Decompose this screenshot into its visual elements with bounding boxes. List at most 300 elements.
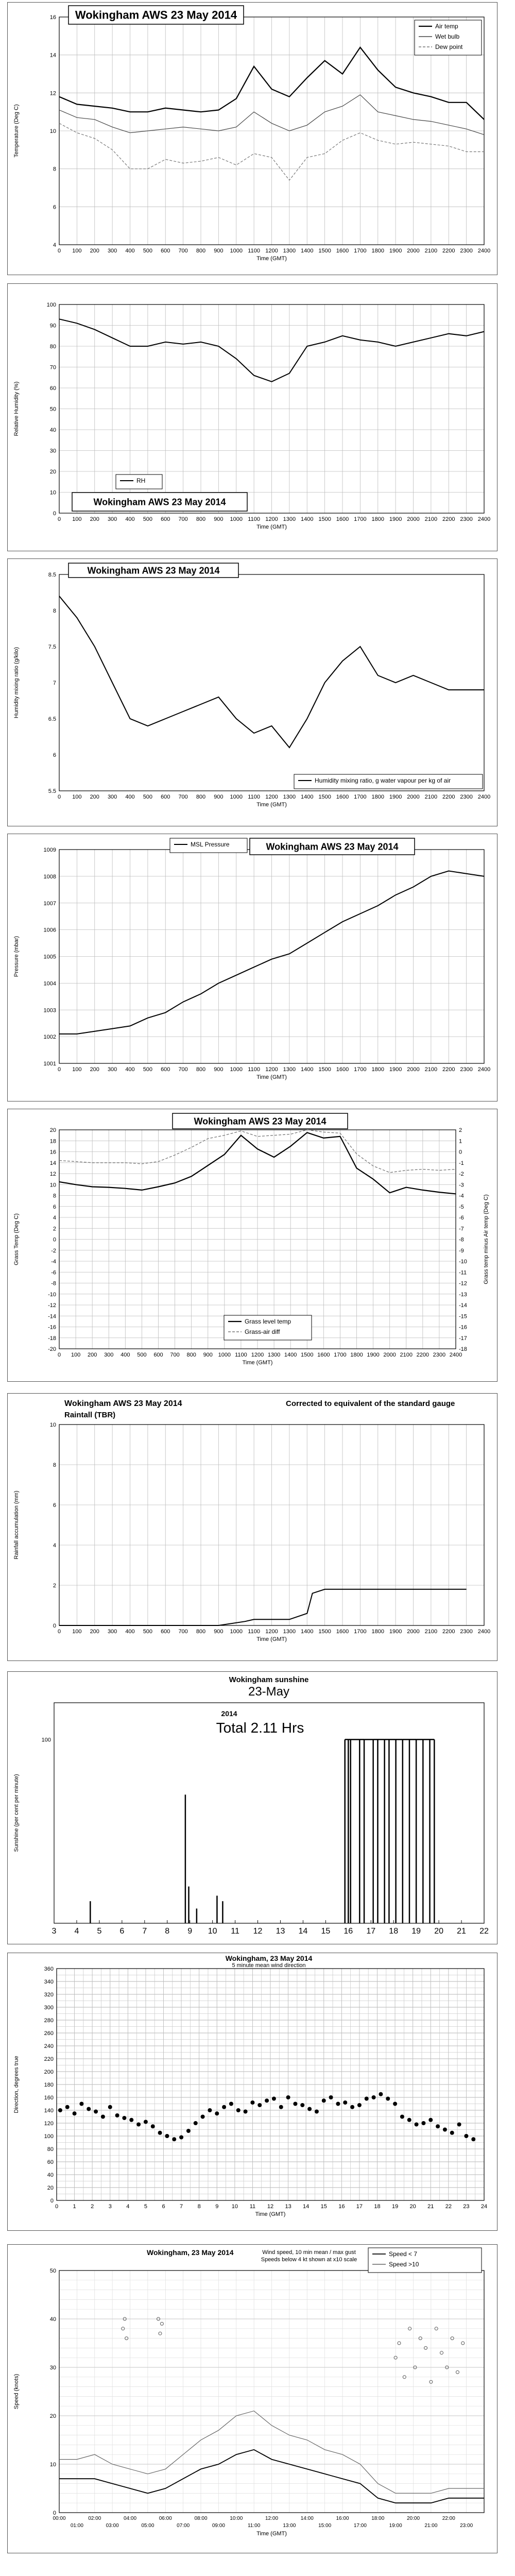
x-tick-label: 1900 — [389, 794, 402, 800]
wind-direction-point — [172, 2137, 176, 2141]
y-tick-label: 2 — [53, 1583, 56, 1589]
legend-label: Air temp — [435, 23, 458, 30]
x-tick-label: 1300 — [283, 1066, 296, 1073]
wind-direction-point — [101, 2115, 105, 2119]
x-tick-label: 1300 — [283, 248, 296, 254]
y-tick-label: 60 — [47, 2159, 54, 2165]
x-tick-label: 06:00 — [159, 2516, 172, 2521]
y2-tick-label: -6 — [459, 1215, 464, 1221]
y-tick-label: 1008 — [43, 873, 56, 880]
x-tick-label: 1100 — [248, 1066, 260, 1073]
x-tick-label: 19:00 — [389, 2523, 402, 2529]
y-tick-label: 10 — [49, 128, 56, 134]
x-tick-label: 1200 — [265, 1629, 278, 1635]
x-tick-label: 24 — [480, 2204, 488, 2210]
x-tick-label: 2000 — [407, 248, 420, 254]
x-tick-label: 0 — [57, 1629, 61, 1635]
y-tick-label: -10 — [48, 1291, 56, 1298]
x-tick-label: 15:00 — [318, 2523, 332, 2529]
temperature-chart-panel — [7, 2, 497, 275]
x-tick-label: 05:00 — [141, 2523, 154, 2529]
y-tick-label: 30 — [49, 448, 56, 454]
x-tick-label: 0 — [57, 794, 61, 800]
y-tick-label: 6 — [53, 204, 56, 211]
x-tick-label: 1100 — [248, 794, 260, 800]
x-tick-label: 900 — [214, 248, 224, 254]
y-tick-label: 1002 — [43, 1034, 56, 1041]
chart-title: Wokingham, 23 May 2014 — [147, 2248, 234, 2257]
x10-scale-point — [456, 2370, 459, 2374]
x-tick-label: 12 — [267, 2204, 274, 2210]
y-tick-label: 14 — [49, 52, 56, 59]
x-tick-label: 600 — [161, 1629, 170, 1635]
mixing-ratio-chart — [8, 559, 497, 826]
wind-speed-chart-panel — [7, 2244, 497, 2553]
y2-tick-label: -7 — [459, 1226, 464, 1232]
x-tick-label: 1 — [73, 2204, 76, 2210]
wind-direction-point — [258, 2103, 262, 2107]
y-tick-label: -18 — [48, 1335, 56, 1342]
y-tick-label: 300 — [44, 2005, 54, 2011]
x-tick-label: 1500 — [318, 1629, 331, 1635]
x-tick-label: 900 — [214, 1629, 224, 1635]
y2-tick-label: -8 — [459, 1236, 464, 1243]
x-tick-label: 1500 — [301, 1352, 314, 1358]
y-tick-label: -4 — [51, 1259, 56, 1265]
wind-direction-point — [87, 2107, 91, 2111]
x-tick-label: 10 — [231, 2204, 238, 2210]
x-tick-label: 2300 — [460, 1629, 473, 1635]
wind-direction-point — [79, 2102, 83, 2106]
pressure-chart — [8, 834, 497, 1101]
x-tick-label: 2200 — [416, 1352, 430, 1358]
x-tick-label: 700 — [178, 1066, 188, 1073]
wind-speed-chart — [8, 2245, 497, 2553]
legend-label: Dew point — [435, 43, 463, 50]
x-tick-label: 1000 — [218, 1352, 231, 1358]
x-tick-label: 300 — [104, 1352, 114, 1358]
x-tick-label: 0 — [57, 248, 61, 254]
y-tick-label: 260 — [44, 2030, 54, 2037]
y-tick-label: 280 — [44, 2018, 54, 2024]
x-tick-label: 2300 — [460, 248, 473, 254]
x-tick-label: 800 — [196, 516, 206, 522]
x-tick-label: 2000 — [407, 1066, 420, 1073]
x-tick-label: 1000 — [230, 516, 243, 522]
chart-title: Wokingham AWS 23 May 2014 — [75, 8, 237, 22]
x-tick-label: 200 — [90, 1066, 99, 1073]
pressure-chart-panel — [7, 834, 497, 1101]
y-axis-label: Temperature (Deg C) — [13, 104, 20, 158]
legend-label: Speed < 7 — [389, 2250, 418, 2258]
wind-direction-point — [108, 2105, 112, 2109]
rainfall-chart-panel — [7, 1393, 497, 1661]
wind-direction-point — [450, 2131, 454, 2135]
y-tick-label: 0 — [53, 2510, 56, 2516]
wind-direction-point — [58, 2108, 62, 2112]
legend-label: Grass-air diff — [245, 1328, 280, 1335]
x-tick-label: 2100 — [424, 248, 438, 254]
x-tick-label: 14 — [303, 2204, 310, 2210]
x-tick-label: 100 — [72, 794, 82, 800]
y-tick-label: 60 — [49, 385, 56, 392]
x-tick-label: 12:00 — [265, 2516, 279, 2521]
x-tick-label: 20:00 — [406, 2516, 420, 2521]
x-tick-label: 11 — [249, 2204, 256, 2210]
x-tick-label: 1800 — [371, 1629, 384, 1635]
x-tick-label: 1700 — [354, 516, 367, 522]
y-tick-label: 320 — [44, 1992, 54, 1998]
x-tick-label: 22 — [445, 2204, 452, 2210]
x-tick-label: 1400 — [301, 794, 314, 800]
x-tick-label: 1300 — [283, 516, 296, 522]
x-tick-label: 400 — [125, 794, 135, 800]
grass-temp-chart — [8, 1109, 497, 1381]
x-tick-label: 400 — [125, 248, 135, 254]
x-tick-label: 700 — [178, 516, 188, 522]
y-tick-label: 40 — [49, 2316, 56, 2323]
y2-tick-label: -15 — [459, 1313, 467, 1320]
y2-tick-label: -9 — [459, 1247, 464, 1254]
x-axis-label: Time (GMT) — [256, 256, 287, 262]
x-tick-label: 21 — [427, 2204, 434, 2210]
x-tick-label: 700 — [170, 1352, 180, 1358]
x-tick-label: 1400 — [301, 1629, 314, 1635]
x-tick-label: 300 — [107, 248, 117, 254]
x-tick-label: 14 — [298, 1927, 308, 1936]
x-tick-label: 1300 — [267, 1352, 281, 1358]
x-tick-label: 08:00 — [194, 2516, 208, 2521]
wind-direction-point — [357, 2103, 362, 2107]
x-tick-label: 9 — [215, 2204, 219, 2210]
x-tick-label: 1400 — [301, 248, 314, 254]
legend-box — [368, 2248, 482, 2273]
series-mixing-ratio — [59, 596, 484, 748]
x-tick-label: 900 — [203, 1352, 213, 1358]
x-tick-label: 800 — [186, 1352, 196, 1358]
x-tick-label: 21 — [457, 1927, 466, 1936]
x-tick-label: 1700 — [354, 248, 367, 254]
y-axis-label: Speed (knots) — [13, 2374, 20, 2410]
chart-title: Wokingham AWS 23 May 2014 — [194, 1116, 327, 1127]
x-tick-label: 100 — [72, 1629, 82, 1635]
x-tick-label: 1900 — [389, 1629, 402, 1635]
x-tick-label: 900 — [214, 794, 224, 800]
y-tick-label: 8 — [53, 1193, 56, 1199]
x-tick-label: 200 — [90, 1629, 99, 1635]
x-tick-label: 17 — [366, 1927, 376, 1936]
x-tick-label: 15 — [321, 1927, 331, 1936]
y-tick-label: 8 — [53, 1462, 56, 1468]
y-tick-label: 220 — [44, 2056, 54, 2062]
humidity-chart — [8, 284, 497, 551]
wind-direction-point — [65, 2105, 70, 2109]
y-tick-label: 180 — [44, 2082, 54, 2088]
sunshine-year: 2014 — [221, 1709, 237, 1718]
x-tick-label: 1100 — [248, 248, 260, 254]
y-tick-label: 20 — [49, 1127, 56, 1133]
x-tick-label: 03:00 — [106, 2523, 119, 2529]
x-tick-label: 02:00 — [88, 2516, 101, 2521]
x-tick-label: 7 — [142, 1927, 147, 1936]
y-tick-label: 6.5 — [48, 716, 56, 722]
wind-direction-point — [407, 2118, 411, 2122]
x-tick-label: 2100 — [424, 794, 438, 800]
x-tick-label: 100 — [72, 248, 82, 254]
x-tick-label: 13 — [276, 1927, 285, 1936]
wind-direction-point — [215, 2111, 219, 2115]
y-axis-label: Rainfall accumulation (mm) — [13, 1490, 20, 1560]
y2-tick-label: -10 — [459, 1259, 467, 1265]
y-tick-label: 12 — [49, 90, 56, 97]
y-tick-label: 14 — [49, 1160, 56, 1166]
x-tick-label: 1700 — [354, 794, 367, 800]
x-tick-label: 2200 — [442, 516, 455, 522]
x-tick-label: 700 — [178, 1629, 188, 1635]
x-tick-label: 500 — [143, 516, 153, 522]
y-tick-label: -12 — [48, 1302, 56, 1309]
x-tick-label: 07:00 — [177, 2523, 190, 2529]
x-tick-label: 300 — [107, 1066, 117, 1073]
x-tick-label: 2000 — [407, 1629, 420, 1635]
x-tick-label: 0 — [57, 516, 61, 522]
y2-tick-label: -4 — [459, 1193, 464, 1199]
x-tick-label: 00:00 — [53, 2516, 66, 2521]
y-tick-label: 10 — [49, 1422, 56, 1428]
x-tick-label: 400 — [125, 1066, 135, 1073]
y-tick-label: 1005 — [43, 954, 56, 960]
legend-label: Grass level temp — [245, 1318, 291, 1325]
wind-direction-point — [94, 2110, 98, 2114]
x-tick-label: 1500 — [318, 794, 331, 800]
y-tick-label: 40 — [47, 2172, 54, 2178]
x-tick-label: 1000 — [230, 1066, 243, 1073]
x-tick-label: 13 — [285, 2204, 291, 2210]
x-tick-label: 19 — [391, 2204, 399, 2210]
wind-direction-point — [122, 2116, 126, 2120]
y-tick-label: 1009 — [43, 847, 56, 853]
x-tick-label: 300 — [107, 516, 117, 522]
x-tick-label: 900 — [214, 1066, 224, 1073]
wind-direction-point — [151, 2124, 155, 2128]
x-tick-label: 300 — [107, 1629, 117, 1635]
y-tick-label: 6 — [53, 1204, 56, 1210]
x-tick-label: 7 — [180, 2204, 183, 2210]
x-tick-label: 0 — [55, 2204, 59, 2210]
y-tick-label: 0 — [53, 1236, 56, 1243]
x-axis-label: Time (GMT) — [255, 2211, 286, 2217]
y-tick-label: 240 — [44, 2043, 54, 2049]
x-tick-label: 600 — [161, 516, 170, 522]
x-tick-label: 1100 — [248, 1629, 260, 1635]
y-tick-label: 4 — [53, 242, 56, 248]
x-tick-label: 2200 — [442, 1066, 455, 1073]
x-tick-label: 2400 — [449, 1352, 462, 1358]
y2-tick-label: -12 — [459, 1280, 467, 1287]
wind-direction-point — [471, 2137, 475, 2141]
x-tick-label: 1400 — [301, 1066, 314, 1073]
x-tick-label: 3 — [52, 1927, 57, 1936]
x-tick-label: 11:00 — [247, 2523, 261, 2529]
y-tick-label: 0 — [53, 1623, 56, 1629]
y-tick-label: 100 — [41, 1737, 51, 1743]
x-tick-label: 400 — [125, 1629, 135, 1635]
x-tick-label: 200 — [90, 516, 99, 522]
wind-direction-point — [129, 2118, 133, 2122]
x-tick-label: 2400 — [477, 516, 491, 522]
x-tick-label: 1000 — [230, 248, 243, 254]
x-tick-label: 100 — [71, 1352, 81, 1358]
x10-scale-point — [160, 2322, 163, 2325]
humidity-chart-panel — [7, 283, 497, 551]
y-tick-label: 8 — [53, 608, 56, 614]
x-tick-label: 1300 — [283, 1629, 296, 1635]
legend-label: Speed >10 — [389, 2261, 419, 2268]
y-tick-label: 30 — [49, 2365, 56, 2371]
x-tick-label: 2300 — [460, 1066, 473, 1073]
x-tick-label: 700 — [178, 248, 188, 254]
wind-direction-point — [279, 2105, 283, 2109]
x-tick-label: 200 — [87, 1352, 97, 1358]
wind-direction-point — [201, 2115, 205, 2119]
x-tick-label: 17:00 — [353, 2523, 367, 2529]
x10-scale-point — [159, 2332, 162, 2335]
chart-title: Wokingham AWS 23 May 2014 — [93, 497, 226, 507]
y-tick-label: 80 — [47, 2146, 54, 2153]
x-tick-label: 1200 — [251, 1352, 264, 1358]
x-tick-label: 2200 — [442, 1629, 455, 1635]
x-tick-label: 100 — [72, 516, 82, 522]
x-tick-label: 1800 — [371, 248, 384, 254]
x-tick-label: 500 — [143, 248, 153, 254]
y-tick-label: 6 — [53, 1502, 56, 1509]
x-tick-label: 1900 — [389, 516, 402, 522]
y-tick-label: 8 — [53, 166, 56, 173]
wind-direction-point — [229, 2102, 233, 2106]
plot-frame — [54, 1703, 484, 1923]
sunshine-date: 23-May — [248, 1685, 290, 1699]
wind-direction-point — [158, 2131, 162, 2135]
x-tick-label: 11 — [231, 1927, 239, 1936]
wind-direction-point — [393, 2102, 397, 2106]
x-tick-label: 2000 — [383, 1352, 396, 1358]
y-tick-label: 1001 — [43, 1061, 56, 1067]
x-tick-label: 300 — [107, 794, 117, 800]
x-tick-label: 1900 — [389, 248, 402, 254]
y-tick-label: -6 — [51, 1269, 56, 1276]
x-tick-label: 600 — [161, 1066, 170, 1073]
wind-direction-point — [436, 2124, 440, 2128]
x-tick-label: 500 — [143, 794, 153, 800]
x-tick-label: 01:00 — [70, 2523, 83, 2529]
wind-direction-point — [329, 2095, 333, 2099]
x-axis-label: Time (GMT) — [242, 1360, 273, 1366]
y2-tick-label: -18 — [459, 1346, 467, 1352]
y-axis-label: Direction, degrees true — [13, 2056, 20, 2113]
x-tick-label: 2100 — [424, 516, 438, 522]
x-tick-label: 2300 — [433, 1352, 446, 1358]
x-tick-label: 2000 — [407, 794, 420, 800]
chart-title: Wokingham AWS 23 May 2014 — [87, 565, 220, 576]
x-tick-label: 1900 — [367, 1352, 380, 1358]
legend-label: RH — [136, 477, 146, 484]
y-tick-label: 160 — [44, 2095, 54, 2101]
x-tick-label: 20 — [434, 1927, 444, 1936]
wind-direction-point — [208, 2108, 212, 2112]
y-tick-label: 2 — [53, 1226, 56, 1232]
y-tick-label: 100 — [46, 302, 56, 308]
x-tick-label: 1600 — [336, 1629, 349, 1635]
y-tick-label: 16 — [49, 1149, 56, 1156]
y-tick-label: -20 — [48, 1346, 56, 1352]
x-tick-label: 2400 — [477, 794, 491, 800]
wind-direction-point — [464, 2134, 468, 2138]
x10-scale-point — [461, 2342, 465, 2345]
x-tick-label: 400 — [121, 1352, 130, 1358]
y2-tick-label: 0 — [459, 1149, 462, 1156]
y2-tick-label: -17 — [459, 1335, 467, 1342]
y-tick-label: 80 — [49, 344, 56, 350]
x-tick-label: 1400 — [301, 516, 314, 522]
x-tick-label: 1600 — [336, 1066, 349, 1073]
x-tick-label: 700 — [178, 794, 188, 800]
y-tick-label: 100 — [44, 2133, 54, 2140]
y-tick-label: 200 — [44, 2069, 54, 2075]
y-tick-label: 90 — [49, 323, 56, 329]
x-tick-label: 1700 — [354, 1066, 367, 1073]
x-tick-label: 1300 — [283, 794, 296, 800]
x-tick-label: 13:00 — [283, 2523, 296, 2529]
x-axis-label: Time (GMT) — [256, 1636, 287, 1642]
x-axis-label: Time (GMT) — [256, 2531, 287, 2537]
y-tick-label: 18 — [49, 1138, 56, 1145]
y-tick-label: 140 — [44, 2108, 54, 2114]
x-tick-label: 600 — [153, 1352, 163, 1358]
wind-direction-point — [165, 2134, 169, 2138]
x-tick-label: 900 — [214, 516, 224, 522]
y-tick-label: 10 — [49, 489, 56, 496]
x-tick-label: 12 — [253, 1927, 263, 1936]
x-tick-label: 2100 — [424, 1066, 438, 1073]
x-tick-label: 1600 — [317, 1352, 330, 1358]
y2-tick-label: -13 — [459, 1291, 467, 1298]
x-tick-label: 5 — [97, 1927, 102, 1936]
rainfall-chart — [8, 1394, 497, 1660]
x-tick-label: 1200 — [265, 516, 278, 522]
sunshine-total: Total 2.11 Hrs — [216, 1720, 304, 1736]
x-tick-label: 800 — [196, 1066, 206, 1073]
wind-direction-point — [265, 2098, 269, 2103]
y-tick-label: 120 — [44, 2121, 54, 2127]
x-tick-label: 1200 — [265, 248, 278, 254]
x-tick-label: 1800 — [350, 1352, 363, 1358]
x-tick-label: 500 — [143, 1629, 153, 1635]
x-tick-label: 1000 — [230, 1629, 243, 1635]
x-tick-label: 1500 — [318, 1066, 331, 1073]
wind-direction-chart — [8, 1953, 497, 2230]
y-tick-label: 7.5 — [48, 644, 56, 650]
chart-title: Wokingham AWS 23 May 2014 — [64, 1399, 182, 1408]
x-tick-label: 1200 — [265, 1066, 278, 1073]
legend-label: Wet bulb — [435, 33, 460, 40]
sunshine-chart-panel — [7, 1671, 497, 1944]
x-tick-label: 2300 — [460, 794, 473, 800]
y-tick-label: 10 — [49, 2462, 56, 2468]
y-tick-label: 12 — [49, 1171, 56, 1177]
y-tick-label: 4 — [53, 1215, 56, 1221]
x-tick-label: 2200 — [442, 794, 455, 800]
x-tick-label: 4 — [126, 2204, 130, 2210]
